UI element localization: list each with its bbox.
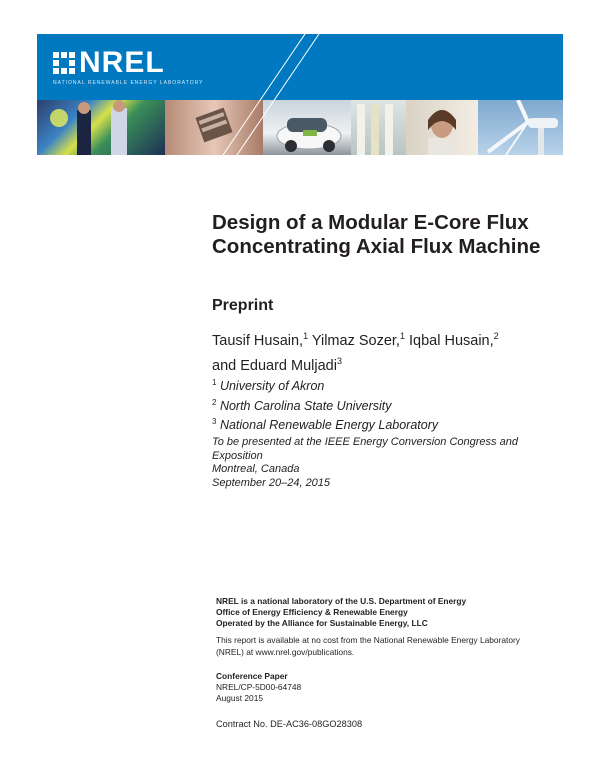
nrel-logo-tagline: NATIONAL RENEWABLE ENERGY LABORATORY xyxy=(53,80,204,86)
affiliation-item: $^1$ University of Akron xyxy=(212,378,325,394)
author-list xyxy=(212,326,552,376)
nrel-statement: NREL is a national laboratory of the U.S. Department of Energy Office of Energy Efficiency & Renewable Energy Operated by the Alliance for Sustainable Energy, LLC xyxy=(216,596,467,628)
availability-notice: This report is available at no cost from the National Renewable Energy Laboratory (NREL) at www.nrel.gov/publications. xyxy=(216,635,520,657)
affiliation-item: $^3$ National Renewable Energy Laboratory xyxy=(212,417,439,433)
report-type: Conference Paper xyxy=(216,671,288,681)
conference-location: Montreal, Canada xyxy=(212,463,300,475)
conference-dates: September 20–24, 2015 xyxy=(212,476,331,489)
author-affiliation-marker: 3 xyxy=(336,355,342,366)
affiliation-list xyxy=(212,375,438,434)
nrel-banner xyxy=(37,34,563,155)
affiliation-item: $^2$ North Carolina State University xyxy=(212,397,392,413)
author-affiliation-marker: 1 xyxy=(399,331,405,341)
conference-info xyxy=(212,436,557,490)
author-name: Iqbal Husain, xyxy=(404,332,494,349)
author-affiliation-marker: 1 xyxy=(303,331,309,341)
banner-diagonal-lines xyxy=(37,34,563,155)
author-name: Yilmaz Sozer, xyxy=(308,332,400,349)
contract-number: Contract No. DE-AC36-08GO28308 xyxy=(216,719,363,729)
author-affiliation-marker: 2 xyxy=(493,331,499,341)
report-number: NREL/CP-5D00-64748 xyxy=(216,682,302,692)
nrel-logo-text: NREL xyxy=(79,46,165,79)
author-name: Tausif Husain, xyxy=(212,332,304,349)
document-title: Design of a Modular E-Core Flux Concentrating Axial Flux Machine xyxy=(212,211,541,258)
document-subtitle: Preprint xyxy=(212,297,274,314)
report-details xyxy=(216,671,301,704)
conference-name: To be presented at the IEEE Energy Conversion Congress and Exposition xyxy=(212,436,518,462)
report-date: August 2015 xyxy=(216,693,264,703)
author-name: and Eduard Muljadi xyxy=(212,357,337,374)
